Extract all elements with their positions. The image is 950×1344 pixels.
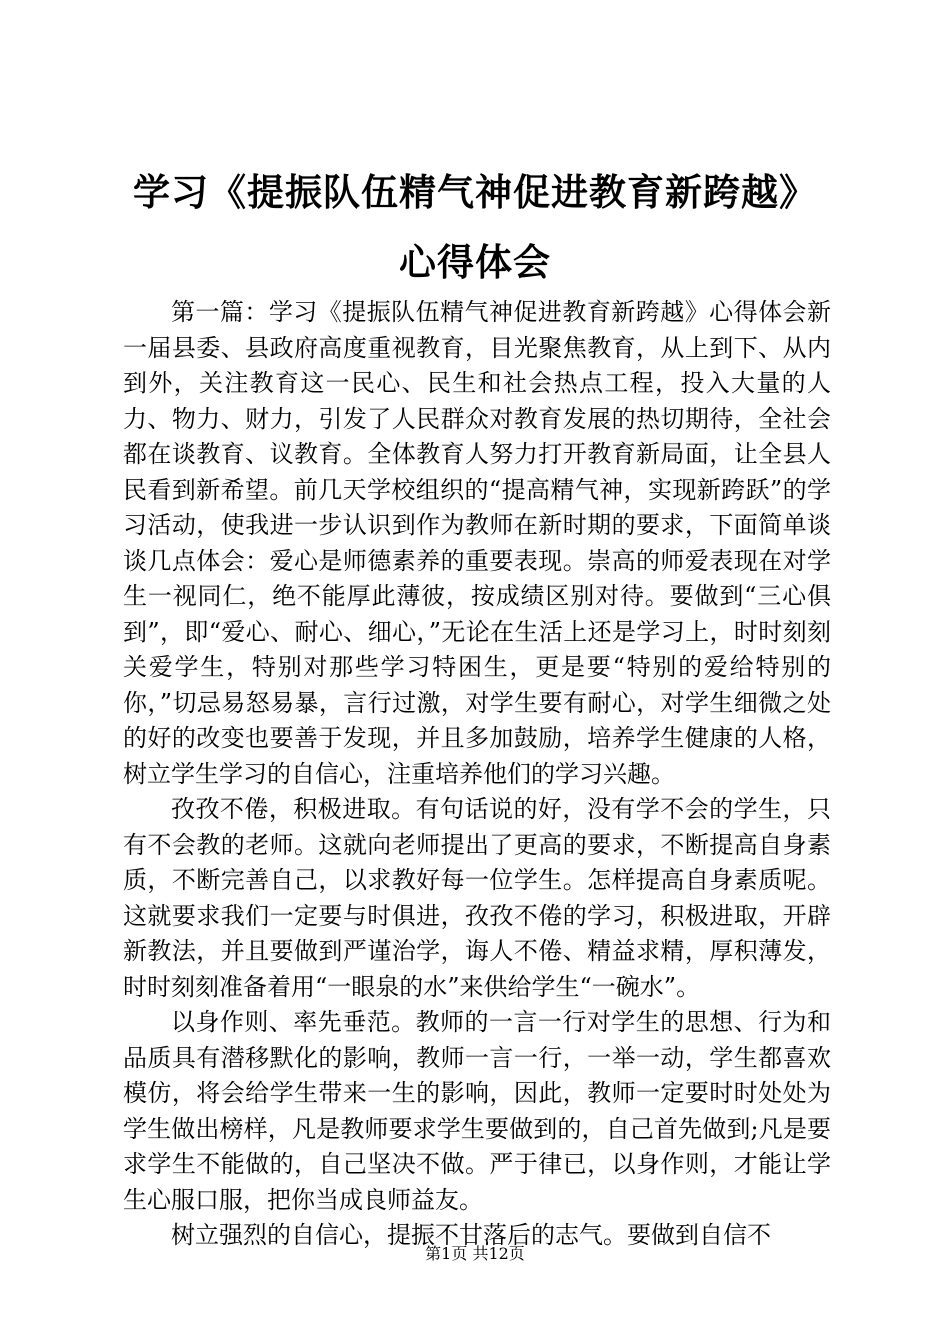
document-body [123,295,831,1254]
page-footer: 第1页 共12页 [425,1244,525,1263]
document-title: 学习《提振队伍精气神促进教育新跨越》心得体会 [133,171,817,284]
paragraph: 第一篇：学习《提振队伍精气神促进教育新跨越》心得体会新一届县委、县政府高度重视教育，目光聚焦教育，从上到下、从内到外，关注教育这一民心、民生和社会热点工程，投入大量的人力、物力、财力，引发了人民群众对教育发展的热切期待，全社会都在谈教育、议教育。全体教育人努力打开教育新局面，让全县人民看到新希望。前几天学校组织的“提高精气神，实现新跨跃”的学习活动，使我进一步认识到作为教师在新时期的要求，下面简单谈谈几点体会：爱心是师德素养的重要表现。崇高的师爱表现在对学生一视同仁，绝不能厚此薄彼，按成绩区别对待。要做到“三心俱到”，即“爱心、耐心、细心，”无论在生活上还是学习上，时时刻刻关爱学生，特别对那些学习特困生，更是要“特别的爱给特别的你，”切忌易怒易暴，言行过激，对学生要有耐心，对学生细微之处的好的改变也要善于发现，并且多加鼓励，培养学生健康的人格，树立学生学习的自信心，注重培养他们的学习兴趣。 [123,298,831,788]
paragraph: 树立强烈的自信心，提振不甘落后的志气。要做到自信不 [171,1221,771,1249]
paragraph: 孜孜不倦，积极进取。有句话说的好，没有学不会的学生，只有不会教的老师。这就向老师提出了更高的要求，不断提高自身素质，不断完善自己，以求教好每一位学生。怎样提高自身素质呢。这就要求我们一定要与时俱进，孜孜不倦的学习，积极进取，开辟新教法，并且要做到严谨治学，诲人不倦、精益求精，厚积薄发，时时刻刻准备着用“一眼泉的水”来供给学生“一碗水”。 [123,795,831,1001]
paragraph: 以身作则、率先垂范。教师的一言一行对学生的思想、行为和品质具有潜移默化的影响，教师一言一行，一举一动，学生都喜欢模仿，将会给学生带来一生的影响，因此，教师一定要时时处处为学生做出榜样，凡是教师要求学生要做到的，自己首先做到;凡是要求学生不能做的，自己坚决不做。严于律已，以身作则，才能让学生心服口服，把你当成良师益友。 [123,1008,831,1214]
